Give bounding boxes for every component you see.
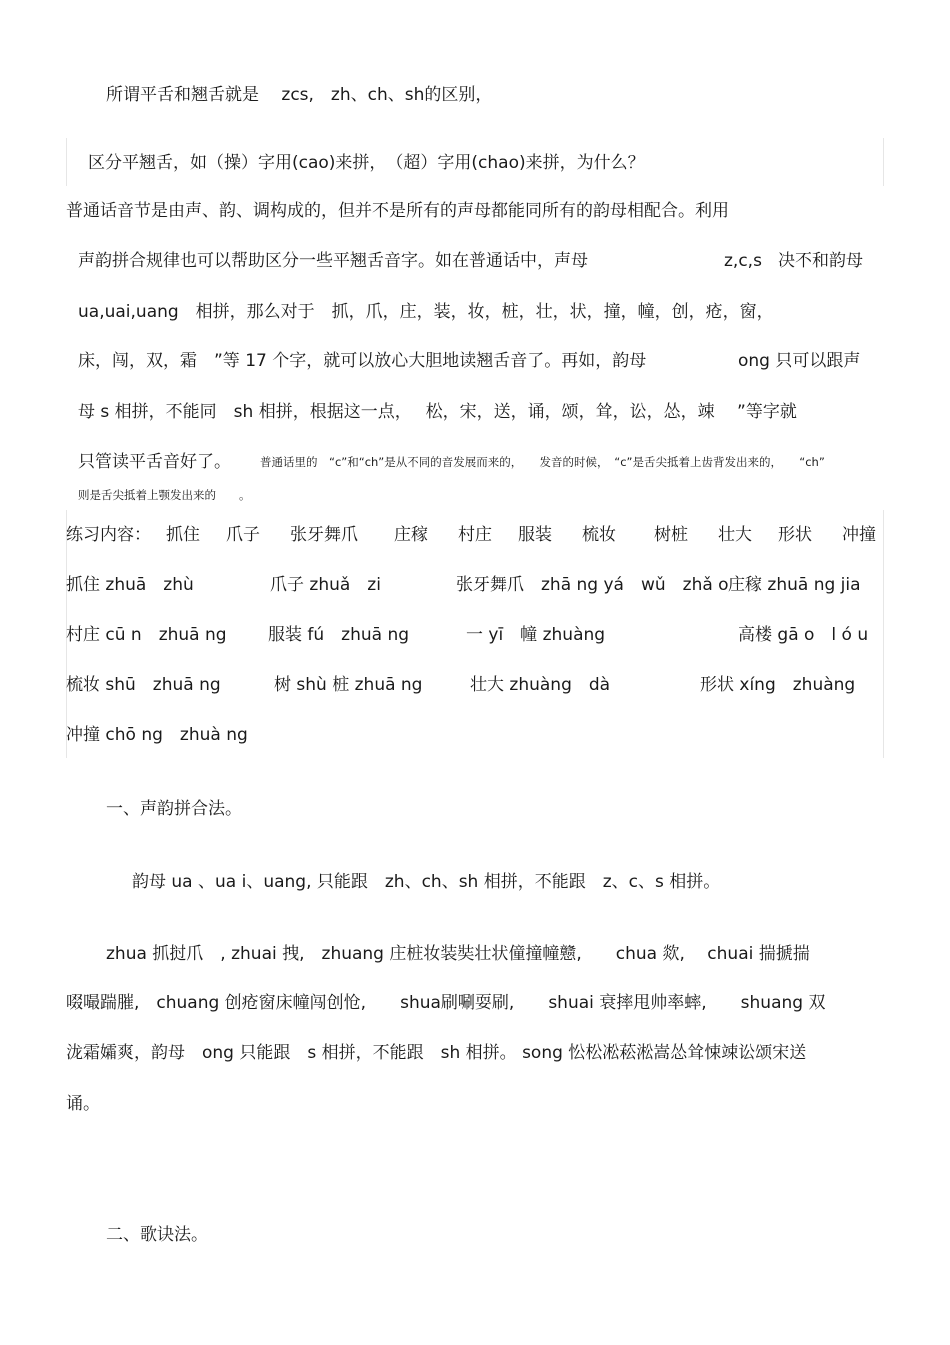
practice-word: 抓住	[166, 525, 200, 545]
pinyin-cell: 爪子 zhuǎ zi	[270, 575, 381, 595]
section-1-line-2: 啜嘬踹膗, chuang 创疮窗床幢闯创怆, shua刷唰耍刷, shuai 衰摔甩帅率蟀, shuang 双	[66, 993, 826, 1013]
pinyin-cell: 村庄 cū n zhuā ng	[66, 625, 227, 645]
paragraph-line-4-tail: ong 只可以跟声	[738, 351, 861, 371]
practice-word: 壮大	[718, 525, 752, 545]
practice-word: 庄稼	[394, 525, 428, 545]
practice-pinyin-row	[66, 673, 884, 697]
section-1-line-4: 诵。	[66, 1094, 100, 1114]
question-line: 区分平翘舌，如（操）字用(cao)来拼， （超）字用(chao)来拼，为什么？	[88, 153, 645, 173]
paragraph-line-2: 声韵拼合规律也可以帮助区分一些平翘舌音字。如在普通话中，声母	[78, 251, 588, 271]
section-1-rule: 韵母 ua 、ua i、uang, 只能跟 zh、ch、sh 相拼，不能跟 z、c、s 相拼。	[132, 872, 721, 892]
paragraph-line-3: ua,uai,uang 相拼，那么对于 抓，爪，庄，装，妆，桩，壮，状，撞，幢，创，疮，窗，	[78, 302, 774, 322]
section-2-heading: 二、歌诀法。	[106, 1225, 208, 1245]
practice-word: 村庄	[458, 525, 492, 545]
pinyin-cell: 壮大 zhuàng dà	[470, 675, 611, 695]
note-line-2: 则是舌尖抵着上颚发出来的 。	[78, 488, 251, 502]
practice-word: 服装	[518, 525, 552, 545]
pinyin-cell: 梳妆 shū zhuā ng	[66, 675, 221, 695]
intro-line: 所谓平舌和翘舌就是 zcs, zh、ch、sh的区别，	[106, 85, 493, 105]
paragraph-line-2-tail: 决不和韵母	[778, 251, 863, 271]
pinyin-cell: 树 shù 桩 zhuā ng	[274, 675, 423, 695]
section-1-heading: 一、声韵拼合法。	[106, 799, 242, 819]
paragraph-line-4: 床，闯，双，霜 ”等 17 个字，就可以放心大胆地读翘舌音了。再如，韵母	[78, 351, 647, 371]
paragraph-line-6: 只管读平舌音好了。	[78, 452, 231, 472]
pinyin-cell: 高楼 gā o l ó u	[738, 625, 869, 645]
pinyin-cell: 冲撞 chō ng zhuà ng	[66, 725, 248, 745]
pinyin-cell: 张牙舞爪 zhā ng yá wǔ zhǎ o	[456, 575, 729, 595]
practice-word: 张牙舞爪	[290, 525, 358, 545]
practice-header-row	[66, 523, 884, 547]
section-1-line-1: zhua 抓挝爪 , zhuai 拽, zhuang 庄桩妆装奘壮状僮撞幢戆, chua 欻, chuai 揣搋揣	[106, 944, 810, 964]
practice-word: 形状	[778, 525, 812, 545]
pinyin-cell: 形状 xíng zhuàng	[700, 675, 856, 695]
practice-word: 冲撞	[842, 525, 876, 545]
section-1-line-3: 泷霜孀爽，韵母 ong 只能跟 s 相拼，不能跟 sh 相拼。 song 忪松凇菘淞嵩怂耸悚竦讼颂宋送	[66, 1043, 807, 1063]
practice-pinyin-row	[66, 623, 884, 647]
practice-pinyin-row	[66, 723, 884, 747]
practice-word: 梳妆	[582, 525, 616, 545]
paragraph-line-5: 母 s 相拼，不能同 sh 相拼，根据这一点， 松，宋，送，诵，颂，耸，讼，怂，竦 ”等字就	[78, 402, 797, 422]
paragraph-line-1: 普通话音节是由声、韵、调构成的，但并不是所有的声母都能同所有的韵母相配合。利用	[66, 201, 729, 221]
practice-word: 爪子	[226, 525, 260, 545]
pinyin-cell: 庄稼 zhuā ng jia	[728, 575, 861, 595]
pinyin-cell: 一 yī 幢 zhuàng	[466, 625, 606, 645]
practice-pinyin-row	[66, 573, 884, 597]
practice-word: 树桩	[654, 525, 688, 545]
note-line-1: 普通话里的 “c”和“ch”是从不同的音发展而来的， 发音的时候， “c”是舌尖抵着上齿背发出来的， “ch”	[260, 455, 825, 469]
pinyin-cell: 服装 fú zhuā ng	[268, 625, 410, 645]
paragraph-line-2-zcs: z,c,s	[724, 251, 762, 271]
practice-label: 练习内容：	[66, 525, 151, 545]
pinyin-cell: 抓住 zhuā zhù	[66, 575, 194, 595]
